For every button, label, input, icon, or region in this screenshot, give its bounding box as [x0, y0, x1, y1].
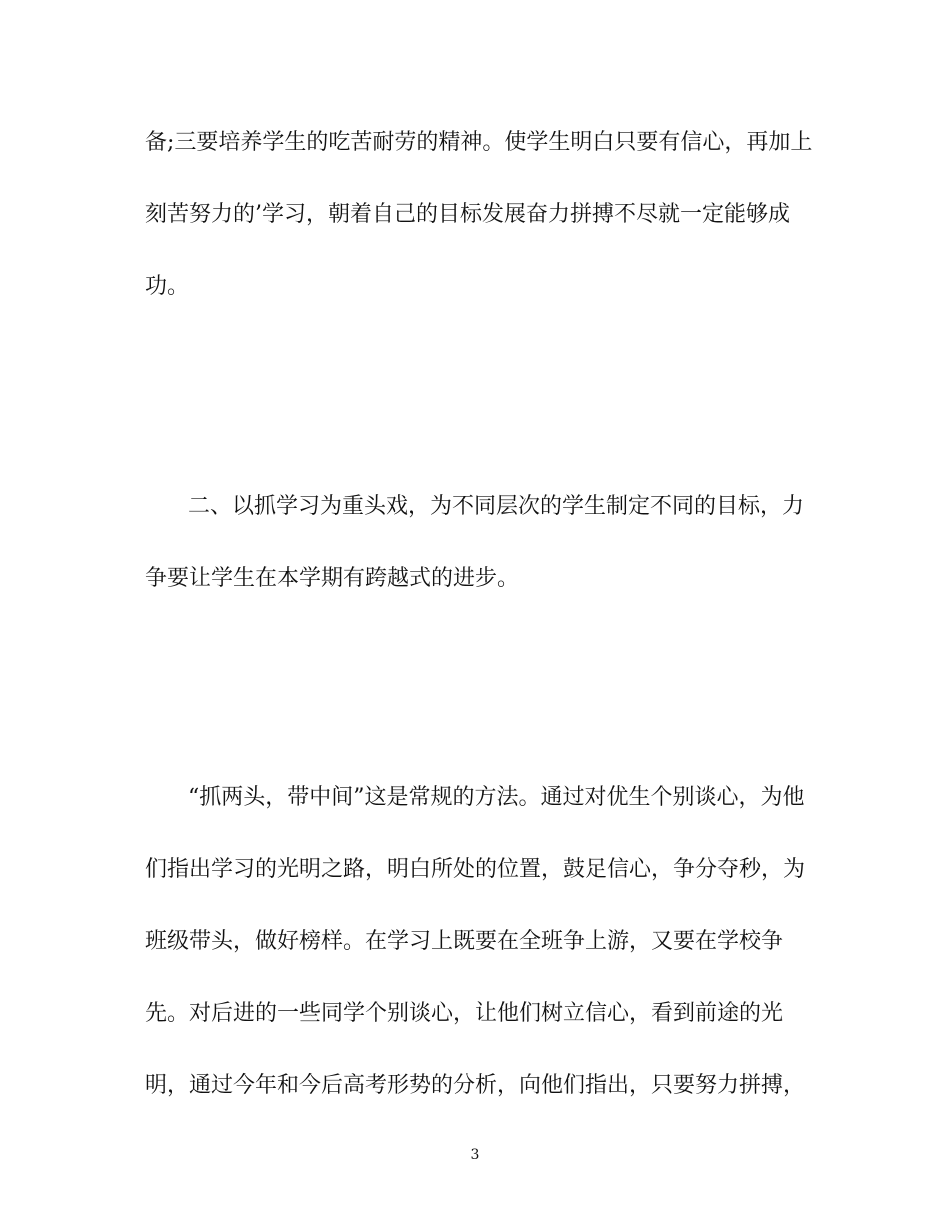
text-line: 班级带头，做好榜样。在学习上既要在全班争上游，又要在学校争: [145, 929, 784, 954]
text-line: 备;三要培养学生的吃苦耐劳的精神。使学生明白只要有信心，再加上: [145, 130, 813, 155]
text-line: “抓两头，带中间”这是常规的方法。通过对优生个别谈心，为他: [188, 785, 805, 810]
text-line: 先。对后进的一些同学个别谈心，让他们树立信心，看到前途的光: [145, 1001, 784, 1026]
text-line: 二、以抓学习为重头戏，为不同层次的学生制定不同的目标，力: [188, 494, 805, 519]
text-line: 争要让学生在本学期有跨越式的进步。: [145, 566, 520, 591]
text-line: 明，通过今年和今后高考形势的分析，向他们指出，只要努力拼搏，: [145, 1073, 806, 1098]
text-line: 刻苦努力的’学习，朝着自己的目标发展奋力拼搏不尽就一定能够成: [145, 202, 790, 227]
page-number: 3: [470, 1147, 480, 1163]
text-line: 们指出学习的光明之路，明白所处的位置，鼓足信心，争分夺秒，为: [145, 857, 806, 882]
text-line: 功。: [145, 274, 190, 299]
